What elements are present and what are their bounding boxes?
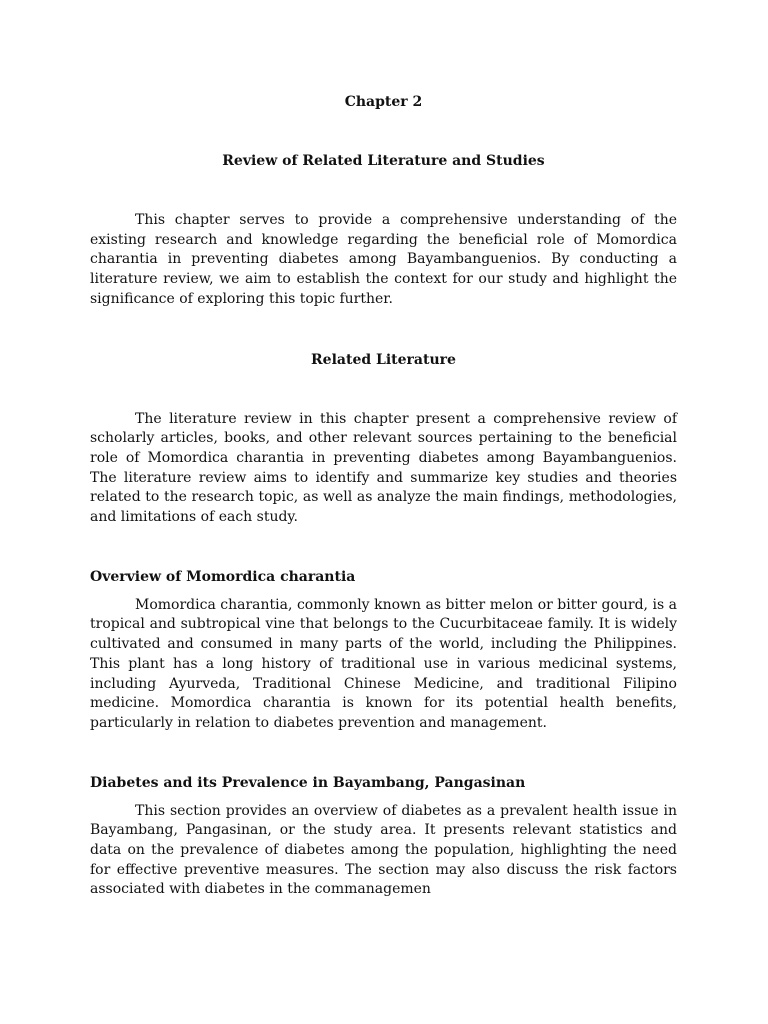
overview-heading: Overview of Momordica charantia [90, 568, 356, 585]
overview-paragraph: Momordica charantia, commonly known as bitter melon or bitter gourd, is a tropical and subtropical vine that belongs to the Cucurbitaceae family. It is widely cultivated and consumed in many parts of the world, including the Philippines. This plant has a long history of traditional use in various medicinal systems, including Ayurveda, Traditional Chinese Medicine, and traditional Filipino medicine. Momordica charantia is known for its potential health benefits, particularly in relation to diabetes prevention and management. [90, 596, 677, 731]
related-literature-paragraph: The literature review in this chapter present a comprehensive review of scholarly articles, books, and other relevant sources pertaining to the beneficial role of Momordica charantia in preventing diabetes among Bayambanguenios. The literature review aims to identify and summarize key studies and theories related to the research topic, as well as analyze the main findings, methodologies, and limitations of each study. [90, 410, 677, 526]
chapter-subtitle: Review of Related Literature and Studies [222, 153, 545, 169]
intro-paragraph: This chapter serves to provide a comprehensive understanding of the existing research and knowledge regarding the beneficial role of Momordica charantia in preventing diabetes among Bayambanguenios. By conducting a literature review, we aim to establish the context for our study and highlight the significance of exploring this topic further. [90, 212, 677, 307]
related-literature-heading: Related Literature [311, 351, 456, 368]
document-page [90, 92, 677, 900]
chapter-title: Chapter 2 [344, 94, 423, 110]
diabetes-prevalence-paragraph: This section provides an overview of diabetes as a prevalent health issue in Bayambang, Pangasinan, or the study area. It presents relevant statistics and data on the prevalence of diabetes among the population, highlighting the need for effective preventive measures. The section may also discuss the risk factors associated with diabetes in the commanagemen [90, 802, 677, 898]
diabetes-prevalence-heading: Diabetes and its Prevalence in Bayambang, Pangasinan [90, 774, 526, 791]
